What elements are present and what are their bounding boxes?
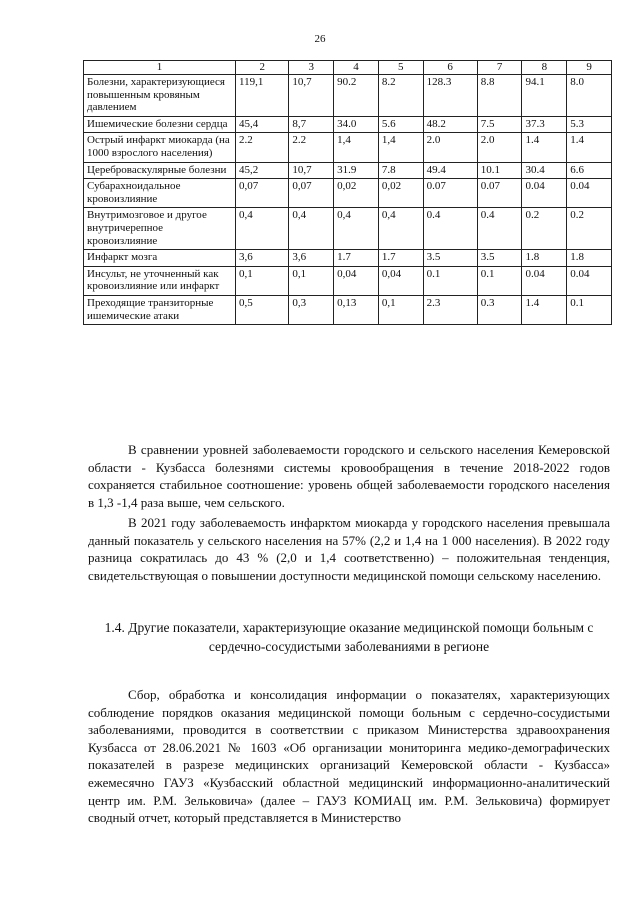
table-cell: 1,4 <box>334 133 379 162</box>
table-cell: 30.4 <box>522 162 567 179</box>
table-header-row <box>84 61 612 75</box>
table-row <box>84 116 612 133</box>
table-cell: 45,4 <box>236 116 289 133</box>
table-cell: 0,1 <box>289 266 334 295</box>
table-cell: 1.8 <box>567 250 612 267</box>
table-cell: 0,04 <box>378 266 423 295</box>
row-label: Острый инфаркт миокарда (на 1000 взрослого населения) <box>84 133 236 162</box>
row-label: Инсульт, не уточненный как кровоизлияние или инфаркт <box>84 266 236 295</box>
table-cell: 0.04 <box>522 179 567 208</box>
table-cell: 0.04 <box>522 266 567 295</box>
table-cell: 31.9 <box>334 162 379 179</box>
header-cell: 1 <box>84 61 236 75</box>
header-cell: 6 <box>423 61 477 75</box>
table-cell: 2.0 <box>477 133 522 162</box>
section-heading: 1.4. Другие показатели, характеризующие оказание медицинской помощи больным с сердечно-сосудистыми заболеваниями в регионе <box>104 620 594 654</box>
table-row <box>84 75 612 117</box>
table-cell: 0.07 <box>423 179 477 208</box>
table-row <box>84 266 612 295</box>
table-cell: 0,04 <box>334 266 379 295</box>
table-cell: 0,07 <box>236 179 289 208</box>
table-cell: 0,13 <box>334 295 379 324</box>
header-cell: 7 <box>477 61 522 75</box>
table-cell: 0.3 <box>477 295 522 324</box>
table-cell: 0.4 <box>477 208 522 250</box>
table-cell: 0,4 <box>289 208 334 250</box>
table-cell: 34.0 <box>334 116 379 133</box>
table-cell: 7.5 <box>477 116 522 133</box>
table-cell: 1.7 <box>334 250 379 267</box>
row-label: Субарахноидальное кровоизлияние <box>84 179 236 208</box>
table-cell: 8,7 <box>289 116 334 133</box>
table-cell: 119,1 <box>236 75 289 117</box>
table-cell: 0,07 <box>289 179 334 208</box>
table-cell: 0.1 <box>477 266 522 295</box>
table-cell: 5.3 <box>567 116 612 133</box>
paragraph-monitoring: Сбор, обработка и консолидация информации о показателях, характеризующих соблюдение порядков оказания медицинской помощи больным с сердечно-сосудистыми заболеваниями, проводится в соответствии с приказом Министерства здравоохранения Кузбасса от 28.06.2021 № 1603 «Об организации мониторинга медико-демографических показателей в разрезе медицинских организаций Кемеровской области - Кузбасса» ежемесячно ГАУЗ «Кузбасский областной медицинский информационно-аналитический центр им. Р.М. Зельковича» (далее – ГАУЗ КОМИАЦ им. Р.М. Зельковича) формирует сводный отчет, который представляется в Министерство <box>88 687 610 826</box>
table-row <box>84 133 612 162</box>
table-cell: 2.3 <box>423 295 477 324</box>
table-cell: 3.5 <box>423 250 477 267</box>
table-cell: 128.3 <box>423 75 477 117</box>
table-cell: 45,2 <box>236 162 289 179</box>
table-cell: 0,02 <box>378 179 423 208</box>
table-cell: 8.2 <box>378 75 423 117</box>
table-cell: 10,7 <box>289 75 334 117</box>
table-cell: 0,02 <box>334 179 379 208</box>
paragraph-urban-rural-comparison: В сравнении уровней заболеваемости городского и сельского населения Кемеровской области - Кузбасса болезнями системы кровообращения в течение 2018-2022 годов сохраняется стабильное соотношение: уровень общей заболеваемости городского населения в 1,3 -1,4 раза выше, чем сельского. <box>88 442 610 510</box>
table-cell: 1.4 <box>567 133 612 162</box>
table-cell: 37.3 <box>522 116 567 133</box>
table-cell: 0.1 <box>423 266 477 295</box>
table-cell: 94.1 <box>522 75 567 117</box>
table-cell: 8.8 <box>477 75 522 117</box>
row-label: Инфаркт мозга <box>84 250 236 267</box>
table-cell: 1.4 <box>522 133 567 162</box>
row-label: Внутримозговое и другое внутричерепное кровоизлияние <box>84 208 236 250</box>
table-cell: 6.6 <box>567 162 612 179</box>
table-cell: 1,4 <box>378 133 423 162</box>
morbidity-table <box>83 60 612 325</box>
table-cell: 2.2 <box>289 133 334 162</box>
header-cell: 9 <box>567 61 612 75</box>
table-cell: 0.2 <box>522 208 567 250</box>
table-row <box>84 179 612 208</box>
table-cell: 0.04 <box>567 179 612 208</box>
table-cell: 0.07 <box>477 179 522 208</box>
page-number: 26 <box>314 33 326 45</box>
header-cell: 3 <box>289 61 334 75</box>
table-cell: 48.2 <box>423 116 477 133</box>
header-cell: 8 <box>522 61 567 75</box>
table-cell: 3.5 <box>477 250 522 267</box>
table-cell: 5.6 <box>378 116 423 133</box>
row-label: Цереброваскулярные болезни <box>84 162 236 179</box>
table-cell: 0.2 <box>567 208 612 250</box>
table-cell: 0,3 <box>289 295 334 324</box>
table-row <box>84 250 612 267</box>
row-label: Ишемические болезни сердца <box>84 116 236 133</box>
table-cell: 1.4 <box>522 295 567 324</box>
table-cell: 0.1 <box>567 295 612 324</box>
table-cell: 0,5 <box>236 295 289 324</box>
table-cell: 1.7 <box>378 250 423 267</box>
table-row <box>84 295 612 324</box>
table-cell: 1.8 <box>522 250 567 267</box>
table-cell: 90.2 <box>334 75 379 117</box>
paragraph-myocardial-infarction: В 2021 году заболеваемость инфарктом миокарда у городского населения превышала данный показатель у сельского населения на 57% (2,2 и 1,4 на 1 000 населения). В 2022 году разница сократилась до 43 % (2,0 и 1,4 соответственно) – положительная тенденция, свидетельствующая о повышении доступности медицинской помощи сельскому населению. <box>88 515 610 583</box>
table-cell: 7.8 <box>378 162 423 179</box>
table-cell: 8.0 <box>567 75 612 117</box>
header-cell: 5 <box>378 61 423 75</box>
table-cell: 0,4 <box>378 208 423 250</box>
header-cell: 2 <box>236 61 289 75</box>
table-cell: 10,7 <box>289 162 334 179</box>
table-row <box>84 162 612 179</box>
row-label: Преходящие транзиторные ишемические атаки <box>84 295 236 324</box>
row-label: Болезни, характеризующиеся повышенным кровяным давлением <box>84 75 236 117</box>
table-cell: 0,1 <box>236 266 289 295</box>
table-cell: 0.04 <box>567 266 612 295</box>
table-cell: 0,4 <box>334 208 379 250</box>
table-cell: 0.4 <box>423 208 477 250</box>
table-row <box>84 208 612 250</box>
table-cell: 3,6 <box>289 250 334 267</box>
table-cell: 0,4 <box>236 208 289 250</box>
table-cell: 49.4 <box>423 162 477 179</box>
table-cell: 0,1 <box>378 295 423 324</box>
table-cell: 2.0 <box>423 133 477 162</box>
table-cell: 2.2 <box>236 133 289 162</box>
table-cell: 3,6 <box>236 250 289 267</box>
header-cell: 4 <box>334 61 379 75</box>
table-cell: 10.1 <box>477 162 522 179</box>
